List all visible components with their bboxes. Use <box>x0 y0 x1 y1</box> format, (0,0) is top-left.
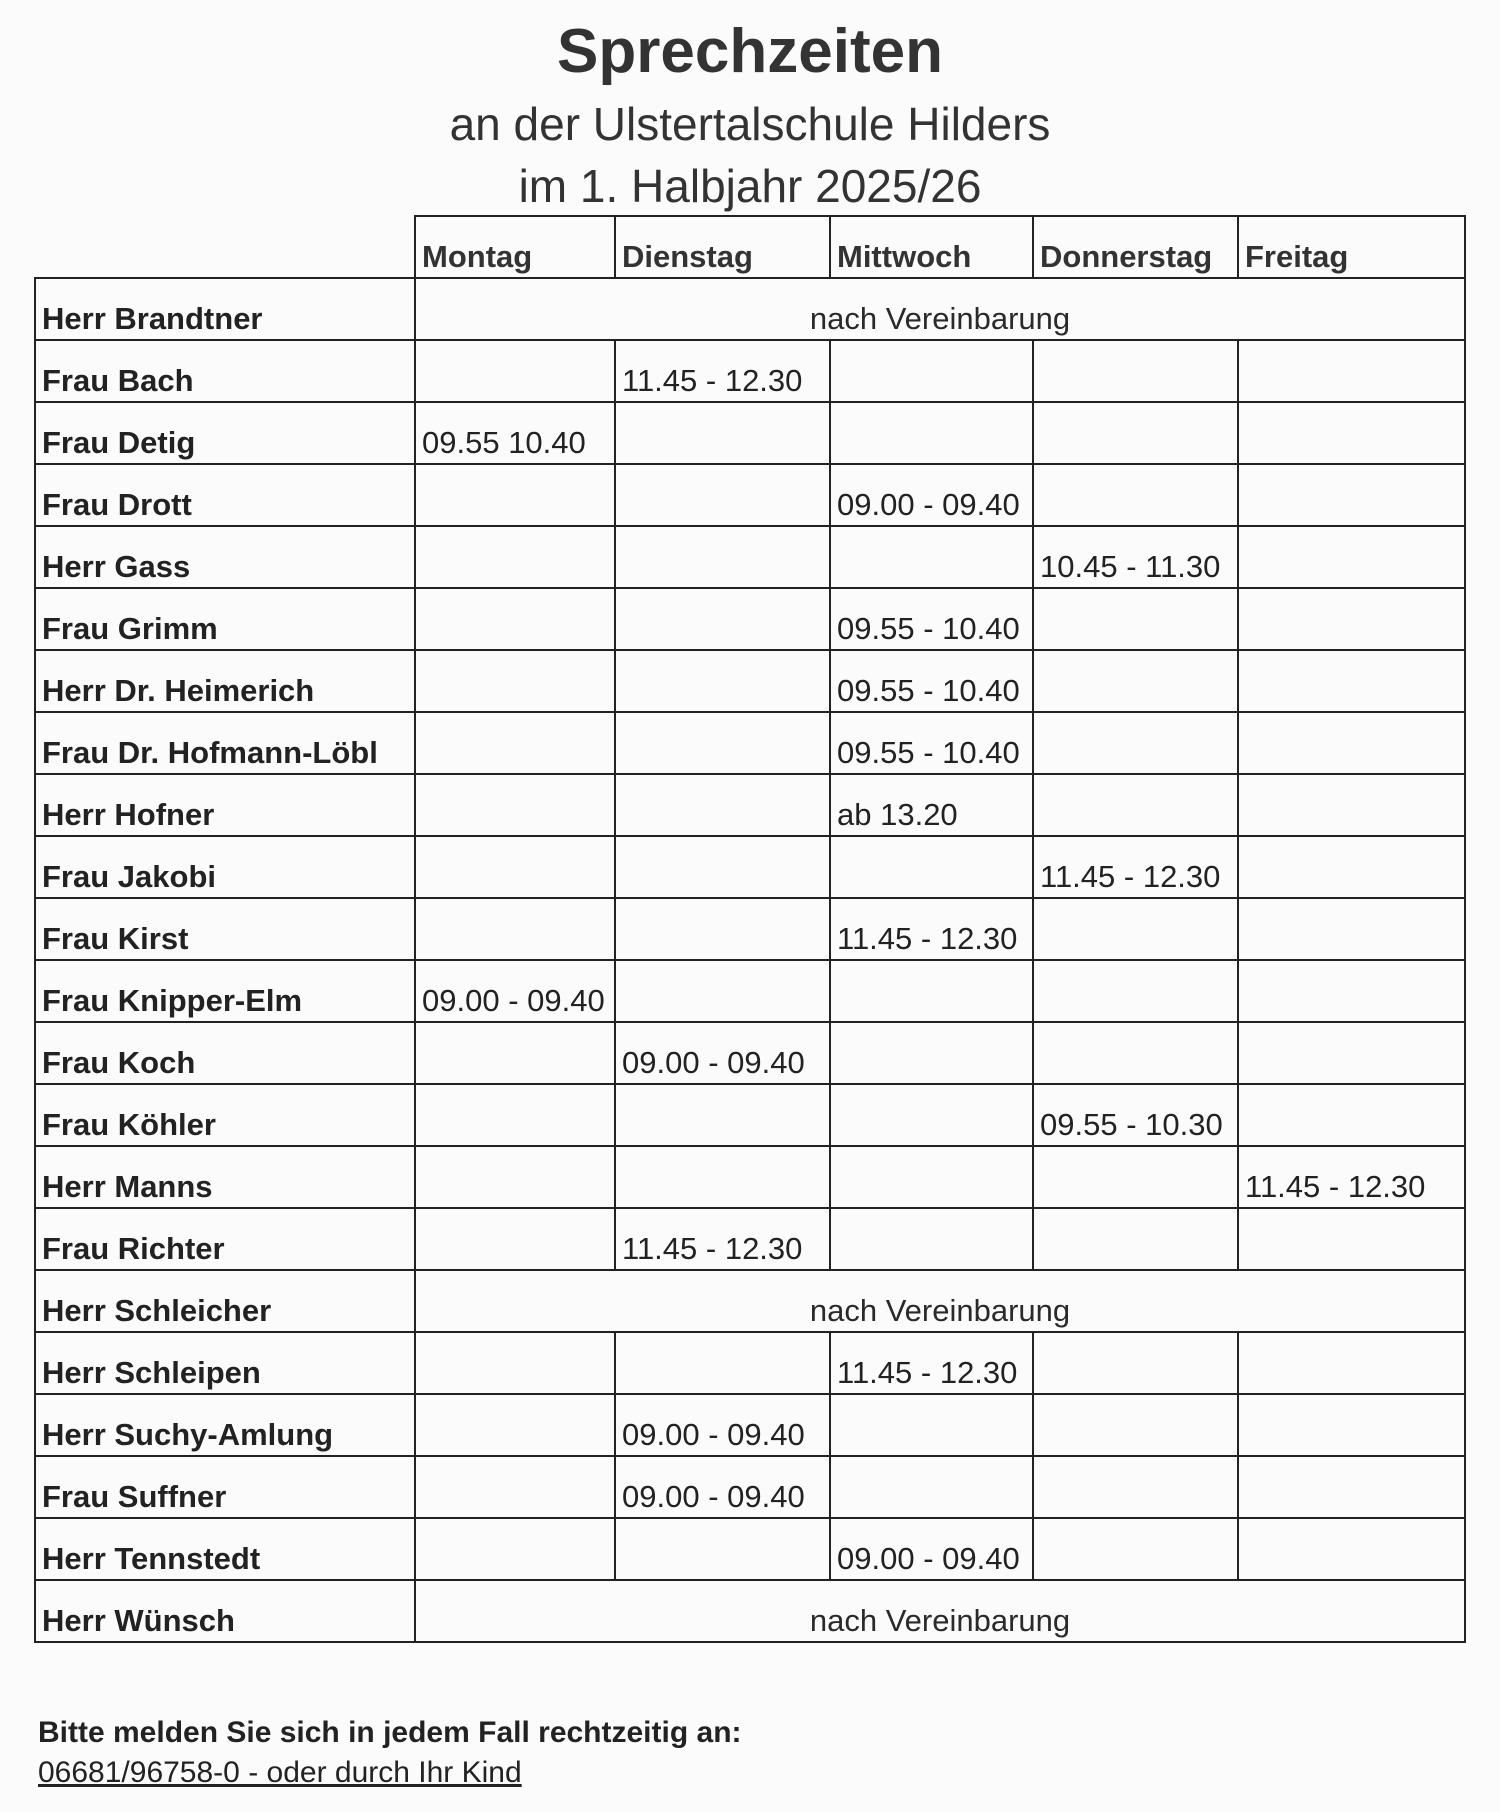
time-cell-tuesday: 11.45 - 12.30 <box>615 340 830 402</box>
registration-note: Bitte melden Sie sich in jedem Fall rechtzeitig an: <box>38 1716 742 1749</box>
time-cell-wednesday <box>830 1456 1033 1518</box>
table-row <box>35 774 1465 836</box>
time-cell-tuesday: 09.00 - 09.40 <box>615 1022 830 1084</box>
time-cell-friday <box>1238 712 1465 774</box>
time-cell-friday <box>1238 1456 1465 1518</box>
time-cell-tuesday <box>615 526 830 588</box>
table-row <box>35 1270 1465 1332</box>
time-cell-friday <box>1238 960 1465 1022</box>
time-cell-friday <box>1238 1332 1465 1394</box>
table-row <box>35 898 1465 960</box>
time-cell-monday <box>415 650 615 712</box>
time-cell-friday <box>1238 774 1465 836</box>
teacher-name: Herr Schleipen <box>35 1332 415 1394</box>
time-cell-wednesday <box>830 836 1033 898</box>
time-cell-monday <box>415 1394 615 1456</box>
time-cell-tuesday <box>615 1518 830 1580</box>
header-day-wednesday: Mittwoch <box>830 216 1033 278</box>
table-row <box>35 1208 1465 1270</box>
teacher-name: Herr Suchy-Amlung <box>35 1394 415 1456</box>
time-cell-tuesday <box>615 650 830 712</box>
time-cell-friday <box>1238 340 1465 402</box>
time-cell-wednesday <box>830 526 1033 588</box>
table-row <box>35 1084 1465 1146</box>
time-cell-monday <box>415 1084 615 1146</box>
time-cell-wednesday: ab 13.20 <box>830 774 1033 836</box>
time-cell-monday <box>415 588 615 650</box>
office-hours-table <box>34 215 1466 1643</box>
time-cell-tuesday <box>615 464 830 526</box>
time-cell-friday: 11.45 - 12.30 <box>1238 1146 1465 1208</box>
table-row <box>35 588 1465 650</box>
time-cell-friday <box>1238 1518 1465 1580</box>
teacher-name: Frau Bach <box>35 340 415 402</box>
time-cell-monday: 09.55 10.40 <box>415 402 615 464</box>
header-day-friday: Freitag <box>1238 216 1465 278</box>
time-cell-tuesday <box>615 1084 830 1146</box>
time-cell-tuesday: 11.45 - 12.30 <box>615 1208 830 1270</box>
teacher-name: Herr Schleicher <box>35 1270 415 1332</box>
time-cell-monday <box>415 464 615 526</box>
time-cell-monday: 09.00 - 09.40 <box>415 960 615 1022</box>
time-cell-friday <box>1238 1084 1465 1146</box>
teacher-name: Herr Tennstedt <box>35 1518 415 1580</box>
table-row <box>35 402 1465 464</box>
teacher-name: Frau Dr. Hofmann-Löbl <box>35 712 415 774</box>
table-row <box>35 1146 1465 1208</box>
time-cell-wednesday <box>830 1022 1033 1084</box>
time-cell-tuesday <box>615 1146 830 1208</box>
time-cell-tuesday: 09.00 - 09.40 <box>615 1394 830 1456</box>
time-cell-tuesday <box>615 836 830 898</box>
time-cell-wednesday: 09.55 - 10.40 <box>830 712 1033 774</box>
by-appointment-cell: nach Vereinbarung <box>415 1270 1465 1332</box>
time-cell-friday <box>1238 402 1465 464</box>
teacher-name: Frau Koch <box>35 1022 415 1084</box>
time-cell-monday <box>415 340 615 402</box>
table-row <box>35 960 1465 1022</box>
table-row <box>35 650 1465 712</box>
table-row <box>35 278 1465 340</box>
time-cell-tuesday <box>615 712 830 774</box>
table-row <box>35 712 1465 774</box>
time-cell-wednesday <box>830 1146 1033 1208</box>
time-cell-wednesday: 11.45 - 12.30 <box>830 898 1033 960</box>
time-cell-thursday <box>1033 1456 1238 1518</box>
time-cell-thursday <box>1033 1394 1238 1456</box>
time-cell-thursday <box>1033 588 1238 650</box>
table-row <box>35 464 1465 526</box>
table-body <box>35 278 1465 1642</box>
header-day-tuesday: Dienstag <box>615 216 830 278</box>
semester-subtitle: im 1. Halbjahr 2025/26 <box>518 160 982 212</box>
time-cell-friday <box>1238 1022 1465 1084</box>
teacher-name: Herr Brandtner <box>35 278 415 340</box>
time-cell-wednesday: 09.55 - 10.40 <box>830 650 1033 712</box>
time-cell-wednesday <box>830 340 1033 402</box>
time-cell-thursday <box>1033 1332 1238 1394</box>
table-row <box>35 1394 1465 1456</box>
teacher-name: Frau Drott <box>35 464 415 526</box>
time-cell-thursday: 11.45 - 12.30 <box>1033 836 1238 898</box>
time-cell-wednesday <box>830 1084 1033 1146</box>
time-cell-wednesday: 11.45 - 12.30 <box>830 1332 1033 1394</box>
time-cell-tuesday <box>615 588 830 650</box>
time-cell-monday <box>415 1456 615 1518</box>
table-row <box>35 836 1465 898</box>
time-cell-thursday <box>1033 340 1238 402</box>
time-cell-monday <box>415 526 615 588</box>
time-cell-friday <box>1238 836 1465 898</box>
teacher-name: Frau Suffner <box>35 1456 415 1518</box>
teacher-name: Frau Grimm <box>35 588 415 650</box>
time-cell-monday <box>415 1022 615 1084</box>
time-cell-tuesday <box>615 774 830 836</box>
header-day-monday: Montag <box>415 216 615 278</box>
header-corner <box>35 216 415 278</box>
time-cell-thursday <box>1033 402 1238 464</box>
time-cell-tuesday <box>615 1332 830 1394</box>
time-cell-friday <box>1238 898 1465 960</box>
time-cell-wednesday <box>830 1394 1033 1456</box>
teacher-name: Frau Köhler <box>35 1084 415 1146</box>
table-row <box>35 526 1465 588</box>
time-cell-wednesday <box>830 1208 1033 1270</box>
table-row <box>35 340 1465 402</box>
time-cell-friday <box>1238 1208 1465 1270</box>
table-row <box>35 1518 1465 1580</box>
teacher-name: Frau Kirst <box>35 898 415 960</box>
time-cell-wednesday: 09.00 - 09.40 <box>830 1518 1033 1580</box>
time-cell-thursday: 09.55 - 10.30 <box>1033 1084 1238 1146</box>
teacher-name: Herr Gass <box>35 526 415 588</box>
teacher-name: Frau Richter <box>35 1208 415 1270</box>
teacher-name: Herr Hofner <box>35 774 415 836</box>
teacher-name: Herr Dr. Heimerich <box>35 650 415 712</box>
time-cell-wednesday: 09.55 - 10.40 <box>830 588 1033 650</box>
time-cell-monday <box>415 712 615 774</box>
contact-phone: 06681/96758-0 - oder durch Ihr Kind <box>38 1756 522 1789</box>
time-cell-monday <box>415 898 615 960</box>
time-cell-monday <box>415 1146 615 1208</box>
time-cell-monday <box>415 836 615 898</box>
time-cell-thursday <box>1033 774 1238 836</box>
time-cell-monday <box>415 774 615 836</box>
time-cell-thursday: 10.45 - 11.30 <box>1033 526 1238 588</box>
teacher-name: Herr Manns <box>35 1146 415 1208</box>
time-cell-thursday <box>1033 898 1238 960</box>
time-cell-thursday <box>1033 1518 1238 1580</box>
time-cell-thursday <box>1033 1146 1238 1208</box>
time-cell-tuesday <box>615 960 830 1022</box>
teacher-name: Herr Wünsch <box>35 1580 415 1642</box>
time-cell-friday <box>1238 464 1465 526</box>
teacher-name: Frau Detig <box>35 402 415 464</box>
time-cell-thursday <box>1033 650 1238 712</box>
school-subtitle: an der Ulstertalschule Hilders <box>449 98 1051 150</box>
by-appointment-cell: nach Vereinbarung <box>415 1580 1465 1642</box>
time-cell-friday <box>1238 1394 1465 1456</box>
table-row <box>35 1580 1465 1642</box>
time-cell-friday <box>1238 588 1465 650</box>
time-cell-monday <box>415 1518 615 1580</box>
time-cell-wednesday: 09.00 - 09.40 <box>830 464 1033 526</box>
time-cell-tuesday: 09.00 - 09.40 <box>615 1456 830 1518</box>
by-appointment-cell: nach Vereinbarung <box>415 278 1465 340</box>
table-row <box>35 1022 1465 1084</box>
time-cell-monday <box>415 1332 615 1394</box>
time-cell-tuesday <box>615 898 830 960</box>
time-cell-friday <box>1238 650 1465 712</box>
time-cell-thursday <box>1033 960 1238 1022</box>
table-row <box>35 1332 1465 1394</box>
time-cell-thursday <box>1033 712 1238 774</box>
time-cell-thursday <box>1033 1022 1238 1084</box>
teacher-name: Frau Jakobi <box>35 836 415 898</box>
table-header-row <box>35 216 1465 278</box>
page-title: Sprechzeiten <box>557 17 943 86</box>
teacher-name: Frau Knipper-Elm <box>35 960 415 1022</box>
time-cell-tuesday <box>615 402 830 464</box>
table-row <box>35 1456 1465 1518</box>
time-cell-monday <box>415 1208 615 1270</box>
header-day-thursday: Donnerstag <box>1033 216 1238 278</box>
time-cell-friday <box>1238 526 1465 588</box>
time-cell-wednesday <box>830 960 1033 1022</box>
time-cell-thursday <box>1033 1208 1238 1270</box>
time-cell-wednesday <box>830 402 1033 464</box>
time-cell-thursday <box>1033 464 1238 526</box>
